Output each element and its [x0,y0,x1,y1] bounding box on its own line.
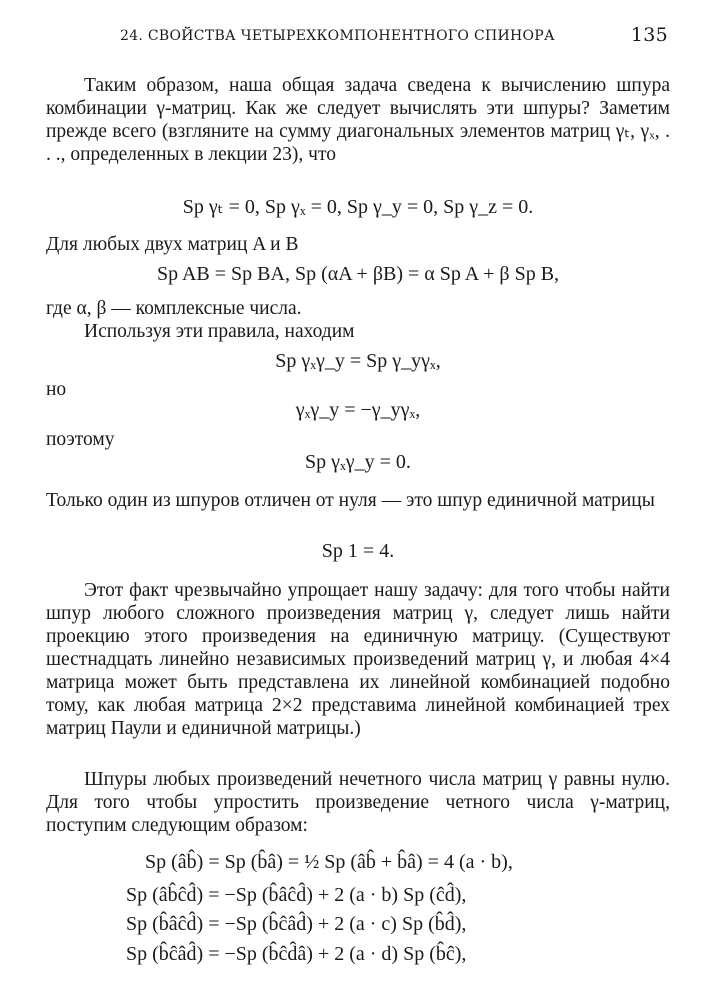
equation-trace-ab: Sp (âb̂) = Sp (b̂â) = ½ Sp (âb̂ + b̂â) = 4 (a · b), [145,851,513,873]
equation-trace-zero: Sp γₓγ_y = 0. [305,451,411,473]
paragraph-odd-products: Шпуры любых произведений нечетного числа матриц γ равны нулю. Для того чтобы упростить произведение четного числа γ-матриц, поступим следующим образом: [46,769,670,836]
paragraph-using-rules: Используя эти правила, находим [84,321,355,342]
paragraph-complex-numbers: где α, β — комплексные числа. [46,298,302,319]
paragraph-therefore: поэтому [46,429,115,450]
paragraph-simplifies: Этот факт чрезвычайно упрощает нашу задачу: для того чтобы найти шпур любого сложного произведения матриц γ, следует лишь найти проекцию этого произведения на единичную матрицу. (Существуют шестнадцать линейно независимых произведений матриц γ, и любая 4×4 матрица может быть представлена их линейной комбинацией подобно тому, как любая матрица 2×2 представима линейной комбинацией трех матриц Паули и единичной матрицы.) [46,580,670,739]
equation-anticommute: γₓγ_y = −γ_yγₓ, [295,399,421,421]
paragraph-but: но [46,379,67,400]
running-title: 24. СВОЙСТВА ЧЕТЫРЕХКОМПОНЕНТНОГО СПИНОРА [120,28,555,44]
equation-trace-abcd-2: Sp (b̂âĉd̂) = −Sp (b̂ĉâd̂) + 2 (a · c) Sp (b̂d̂), [126,913,467,935]
equation-trace-rules: Sp AB = Sp BA, Sp (αA + βB) = α Sp A + β Sp B, [156,263,560,285]
equation-trace-gammas: Sp γₜ = 0, Sp γₓ = 0, Sp γ_y = 0, Sp γ_z = 0. [182,196,534,218]
equation-trace-unit: Sp 1 = 4. [321,540,395,562]
paragraph-only-one: Только один из шпуров отличен от нуля — это шпур единичной матрицы [46,490,655,511]
equation-trace-abcd-3: Sp (b̂ĉâd̂) = −Sp (b̂ĉd̂â) + 2 (a · d) Sp (b̂ĉ), [126,943,467,965]
paragraph-any-two-matrices: Для любых двух матриц A и B [46,234,299,255]
page-number: 135 [630,24,668,46]
equation-trace-abcd-1: Sp (âb̂ĉd̂) = −Sp (b̂âĉd̂) + 2 (a · b) Sp (ĉd̂), [126,884,467,906]
equation-trace-xy: Sp γₓγ_y = Sp γ_yγₓ, [275,350,441,372]
running-head [120,24,668,52]
paragraph-intro: Таким образом, наша общая задача сведена к вычислению шпура комбинации γ-матриц. Как же следует вычислять эти шпуры? Заметим прежде всего (взгляните на сумму диагональных элементов матриц γₜ, γₓ, . . ., определенных в лекции 23), что [46,75,670,165]
